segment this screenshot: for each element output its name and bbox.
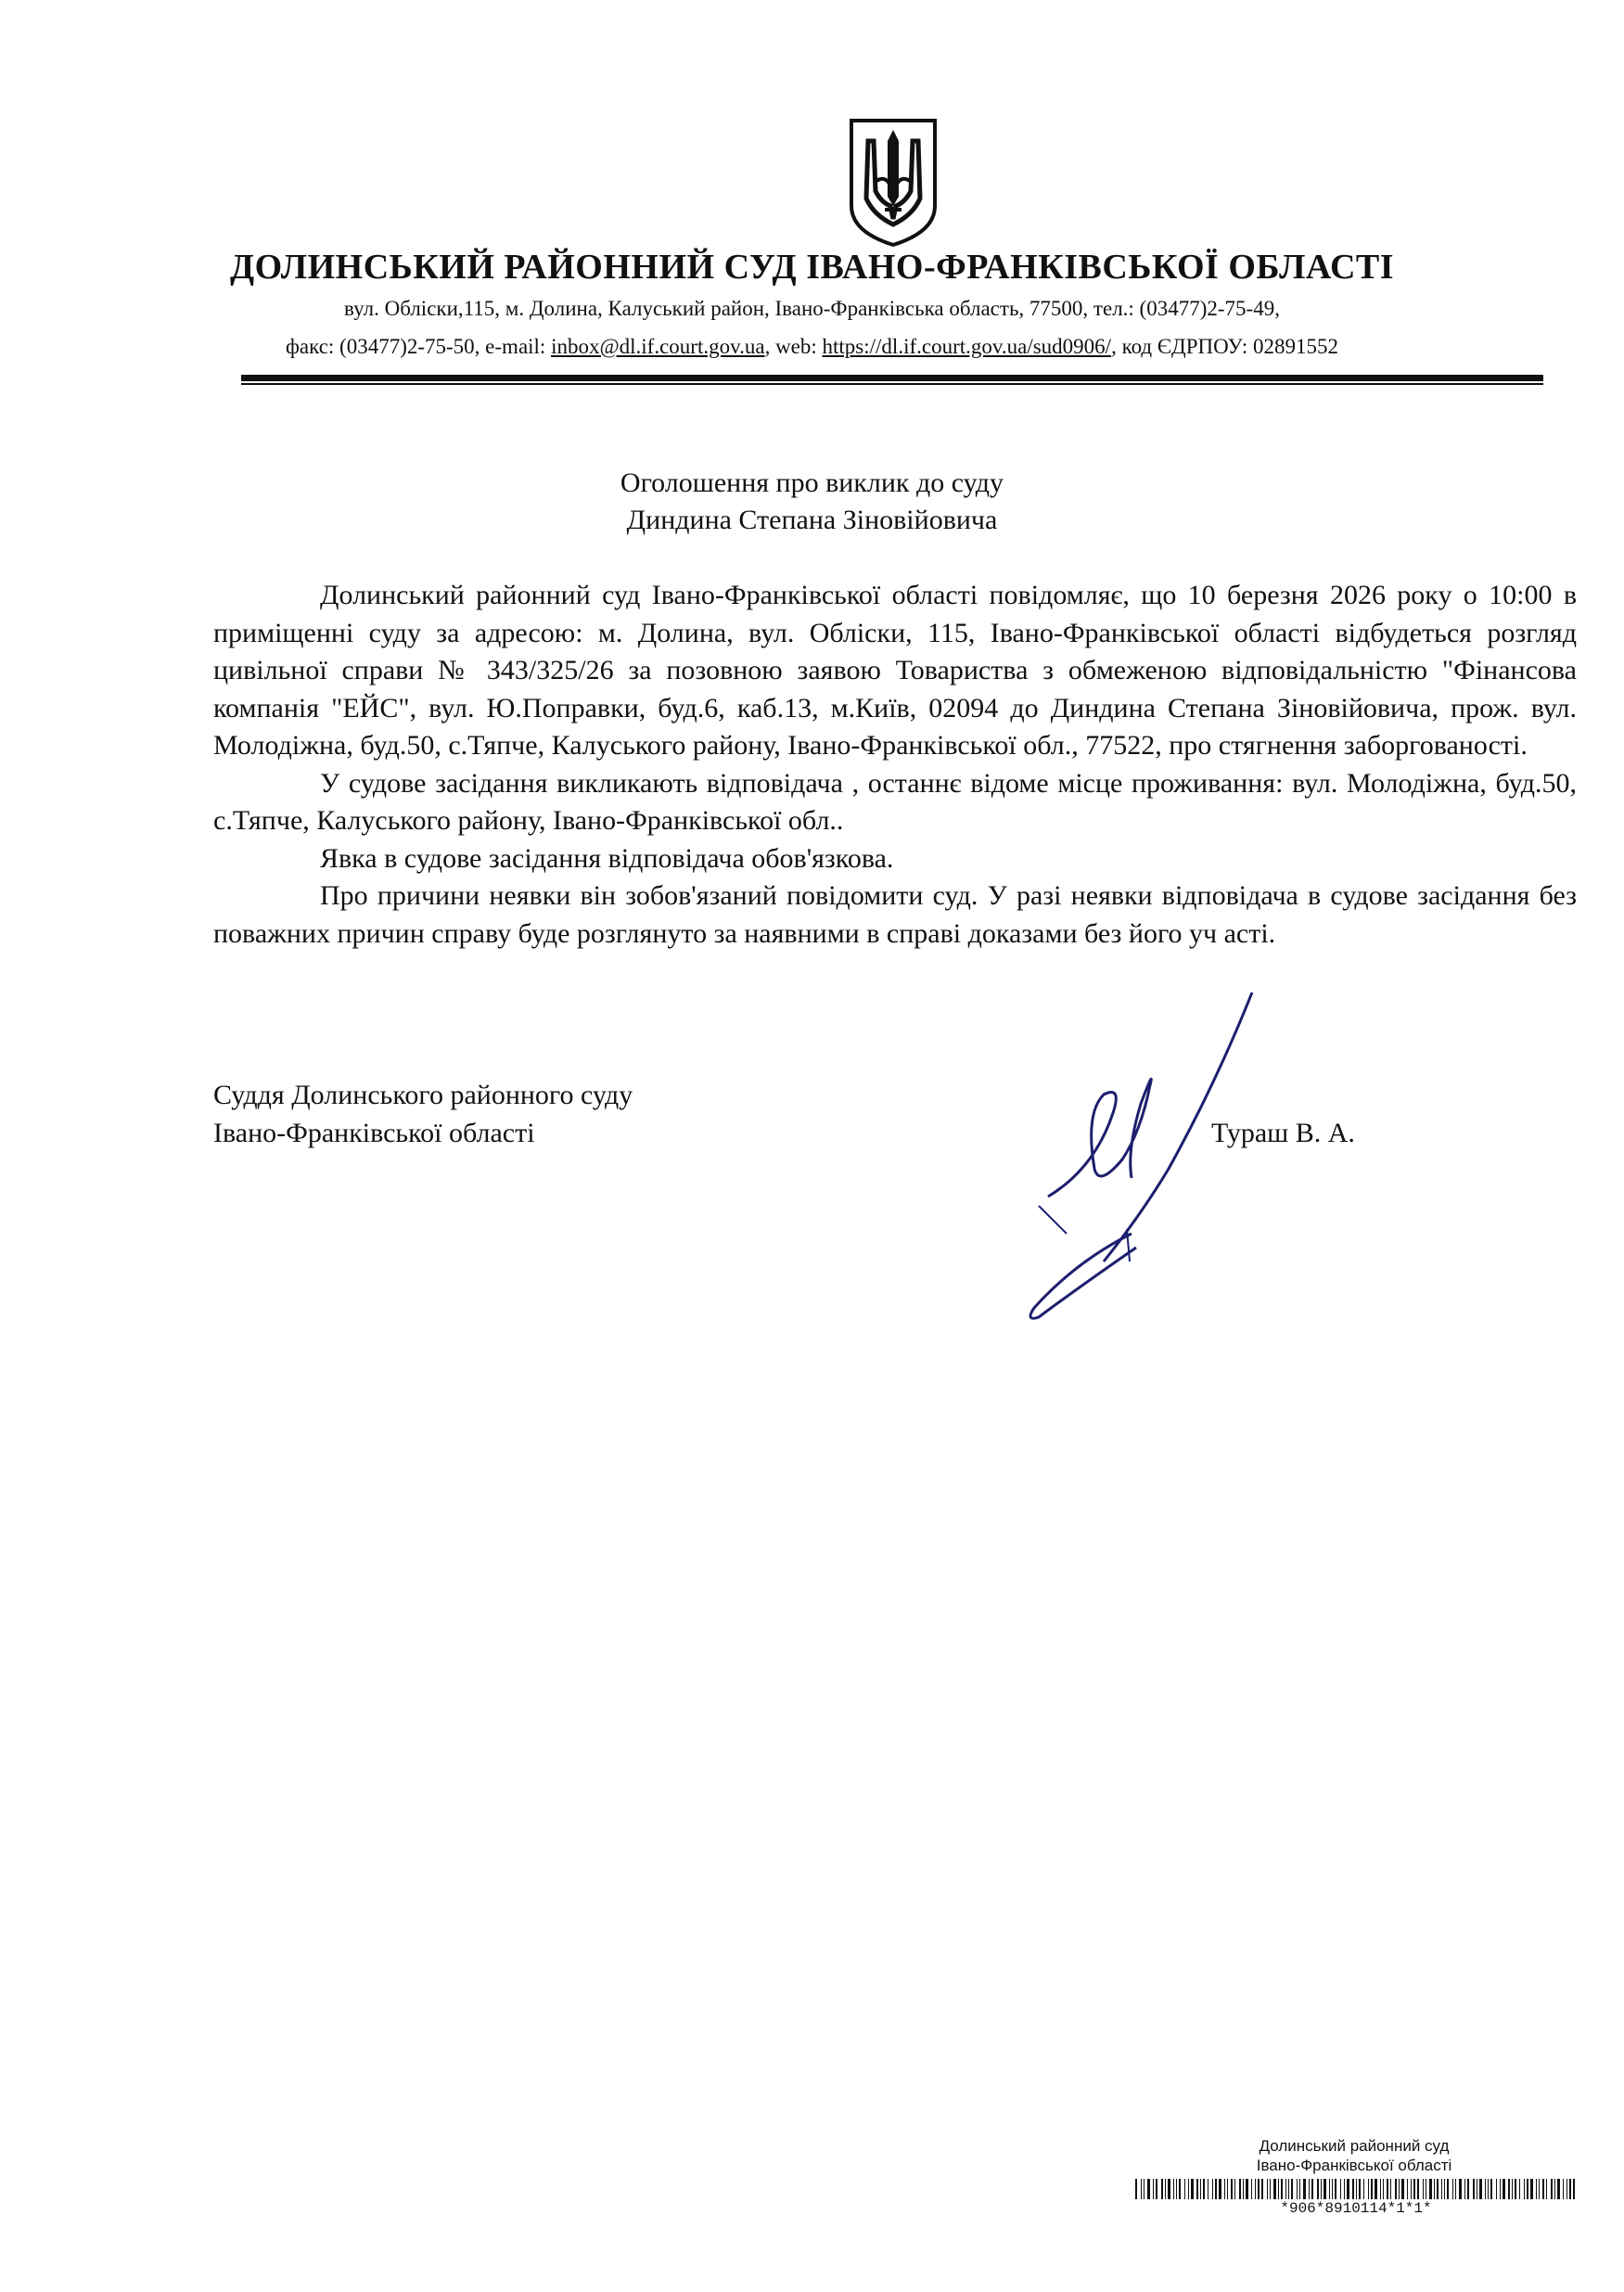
judge-name: Тураш В. А. (1211, 1118, 1355, 1148)
barcode-bar (1219, 2179, 1221, 2199)
barcode-bar (1270, 2179, 1271, 2199)
barcode-bar (1309, 2179, 1310, 2199)
barcode-bar (1554, 2179, 1555, 2199)
barcode-bar (1156, 2179, 1157, 2199)
barcode-bar (1557, 2179, 1560, 2199)
document-subtitle: Диндина Степана Зіновійовича (626, 505, 998, 535)
stamp-line2: Івано-Франківської області (1256, 2157, 1452, 2174)
barcode-bar (1191, 2179, 1194, 2199)
barcode-bar (1444, 2179, 1445, 2199)
barcode-bar (1359, 2179, 1361, 2199)
barcode-bar (1542, 2179, 1544, 2199)
announcement-body (213, 577, 1577, 953)
barcode-bar (1255, 2179, 1256, 2199)
judge-title-line2: Івано-Франківської області (213, 1118, 535, 1148)
barcode-bar (1288, 2179, 1289, 2199)
barcode-bar (1224, 2179, 1225, 2199)
barcode-bar (1551, 2179, 1553, 2199)
paragraph-hearing: Долинський районний суд Івано-Франківської області повідомляє, що 10 березня 2026 року о 10:00 в приміщенні суду за адресою: м. Долина, вул. Обліски, 115, Івано-Франківської області відбудеться розгляд цивільної справи № 343/325/26 за позовною заявою Товариства з обмеженою відповідальністю "Фінансова компанія "ЕЙС", вул. Ю.Поправки, буд.6, каб.13, м.Київ, 02094 до Диндина Степана Зіновійовича, прож. вул. Молодіжна, буд.50, с.Тяпче, Калуського району, Івано-Франківської обл., 77522, про стягнення заборгованості. (213, 580, 1577, 761)
document-title: Оголошення про виклик до суду (620, 467, 1004, 498)
barcode-bar (1311, 2179, 1313, 2199)
barcode-bar (1417, 2179, 1419, 2199)
barcode-bar (1464, 2179, 1465, 2199)
barcode-bar (1437, 2179, 1439, 2199)
header-divider-thick (241, 375, 1543, 381)
barcode-bar (1200, 2179, 1201, 2199)
barcode-bar (1455, 2179, 1456, 2199)
barcode-bar (1267, 2179, 1268, 2199)
barcode-bar (1176, 2179, 1177, 2199)
barcode-bar (1527, 2179, 1528, 2199)
barcode-bar (1251, 2179, 1252, 2199)
barcode-bar (1467, 2179, 1469, 2199)
barcode-bar (1573, 2179, 1575, 2199)
barcode-bar (1512, 2179, 1513, 2199)
barcode-bar (1452, 2179, 1453, 2199)
barcode-bar (1413, 2179, 1415, 2199)
barcode-bar (1536, 2179, 1537, 2199)
header-divider-thin (241, 383, 1543, 385)
stamp-line1: Долинський районний суд (1259, 2137, 1450, 2155)
barcode-bar (1447, 2179, 1449, 2199)
barcode-bar (1161, 2179, 1163, 2199)
barcode-bar (1212, 2179, 1213, 2199)
barcode-bar (1429, 2179, 1432, 2199)
barcode-bar (1165, 2179, 1166, 2199)
web-label: , web: (764, 335, 823, 358)
barcode-bar (1234, 2179, 1235, 2199)
barcode-bar (1317, 2179, 1319, 2199)
barcode-bar (1401, 2179, 1404, 2199)
barcode-bar (1179, 2179, 1181, 2199)
barcode-bar (1141, 2179, 1142, 2199)
barcode-bar (1184, 2179, 1185, 2199)
barcode-bar (1196, 2179, 1198, 2199)
barcode-bar (1273, 2179, 1276, 2199)
barcode-bar (1246, 2179, 1248, 2199)
barcode-bar (1215, 2179, 1217, 2199)
barcode-bar (1258, 2179, 1260, 2199)
barcode-number: *906*8910114*1*1* (1280, 2200, 1432, 2217)
barcode-bar (1503, 2179, 1505, 2199)
barcode-bar (1515, 2179, 1516, 2199)
handwritten-signature (1011, 983, 1271, 1336)
barcode-bar (1227, 2179, 1228, 2199)
barcode-bar (1153, 2179, 1154, 2199)
paragraph-summons: У судове засідання викликають відповідача , останнє відоме місце проживання: вул. Молодіжна, буд.50, с.Тяпче, Калуського району, Івано-Франківської обл.. (213, 767, 1577, 836)
barcode-bar (1173, 2179, 1174, 2199)
barcode-bar (1407, 2179, 1408, 2199)
barcode-bar (1329, 2179, 1330, 2199)
barcode-bar (1395, 2179, 1397, 2199)
barcode-bar (1188, 2179, 1189, 2199)
judge-title-line1: Суддя Долинського районного суду (213, 1080, 633, 1110)
barcode-bar (1356, 2179, 1357, 2199)
barcode-bar (1352, 2179, 1354, 2199)
barcode-bar (1344, 2179, 1345, 2199)
barcode-bar (1399, 2179, 1400, 2199)
barcode-bar (1135, 2179, 1137, 2199)
barcode-bar (1508, 2179, 1510, 2199)
paragraph-absence: Про причини неявки він зобов'язаний повідомити суд. У разі неявки відповідача в судове засідання без поважних причин справу буде розглянуто за наявними в справі доказами без його уч асті. (213, 880, 1577, 949)
barcode-bar (1519, 2179, 1520, 2199)
barcode-bar (1291, 2179, 1293, 2199)
court-address: вул. Обліски,115, м. Долина, Калуський район, Івано-Франківська область, 77500, тел.: (03477)2-75-49, (344, 297, 1280, 320)
barcode-bar (1147, 2179, 1150, 2199)
barcode-bar (1299, 2179, 1300, 2199)
ukraine-trident-icon (848, 117, 939, 249)
barcode-bar (1496, 2179, 1497, 2199)
barcode-bar (1368, 2179, 1369, 2199)
barcode-bar (1411, 2179, 1412, 2199)
barcode-bar (1479, 2179, 1482, 2199)
barcode-bar (1303, 2179, 1306, 2199)
barcode-bar (1383, 2179, 1384, 2199)
barcode-bar (1459, 2179, 1462, 2199)
court-contacts (0, 335, 1624, 359)
barcode-bar (1566, 2179, 1567, 2199)
barcode-bar (1323, 2179, 1326, 2199)
barcode-bar (1297, 2179, 1298, 2199)
web-link[interactable]: https://dl.if.court.gov.ua/sud0906/ (822, 335, 1112, 358)
paragraph-attendance: Явка в судове засідання відповідача обов'язкова. (320, 842, 894, 874)
barcode-bar (1423, 2179, 1424, 2199)
barcode-bar (1363, 2179, 1364, 2199)
barcode (1133, 2179, 1579, 2199)
barcode-bar (1485, 2179, 1486, 2199)
barcode-bar (1563, 2179, 1564, 2199)
barcode-bar (1387, 2179, 1388, 2199)
barcode-bar (1239, 2179, 1241, 2199)
barcode-bar (1335, 2179, 1336, 2199)
barcode-bar (1380, 2179, 1381, 2199)
barcode-bar (1434, 2179, 1435, 2199)
barcode-bar (1473, 2179, 1475, 2199)
barcode-bar (1285, 2179, 1286, 2199)
barcode-bar (1340, 2179, 1341, 2199)
barcode-bar (1546, 2179, 1547, 2199)
barcode-bar (1490, 2179, 1492, 2199)
email-link[interactable]: inbox@dl.if.court.gov.ua (551, 335, 765, 358)
barcode-bar (1278, 2179, 1279, 2199)
barcode-bar (1347, 2179, 1349, 2199)
barcode-bar (1168, 2179, 1170, 2199)
court-name: ДОЛИНСЬКИЙ РАЙОННИЙ СУД ІВАНО-ФРАНКІВСЬКОЇ ОБЛАСТІ (229, 248, 1395, 287)
barcode-bar (1530, 2179, 1533, 2199)
barcode-bar (1261, 2179, 1263, 2199)
barcode-bar (1500, 2179, 1501, 2199)
barcode-bar (1375, 2179, 1377, 2199)
barcode-bar (1203, 2179, 1205, 2199)
barcode-bar (1390, 2179, 1391, 2199)
barcode-bar (1321, 2179, 1322, 2199)
barcode-bar (1539, 2179, 1540, 2199)
barcode-bar (1371, 2179, 1373, 2199)
edrpou-code: , код ЄДРПОУ: 02891552 (1111, 335, 1339, 358)
barcode-bar (1332, 2179, 1333, 2199)
barcode-bar (1488, 2179, 1489, 2199)
barcode-bar (1281, 2179, 1283, 2199)
fax-text: факс: (03477)2-75-50, e-mail: (285, 335, 552, 358)
barcode-bar (1441, 2179, 1442, 2199)
barcode-bar (1231, 2179, 1233, 2199)
barcode-bar (1524, 2179, 1525, 2199)
barcode-bar (1569, 2179, 1571, 2199)
barcode-bar (1243, 2179, 1244, 2199)
